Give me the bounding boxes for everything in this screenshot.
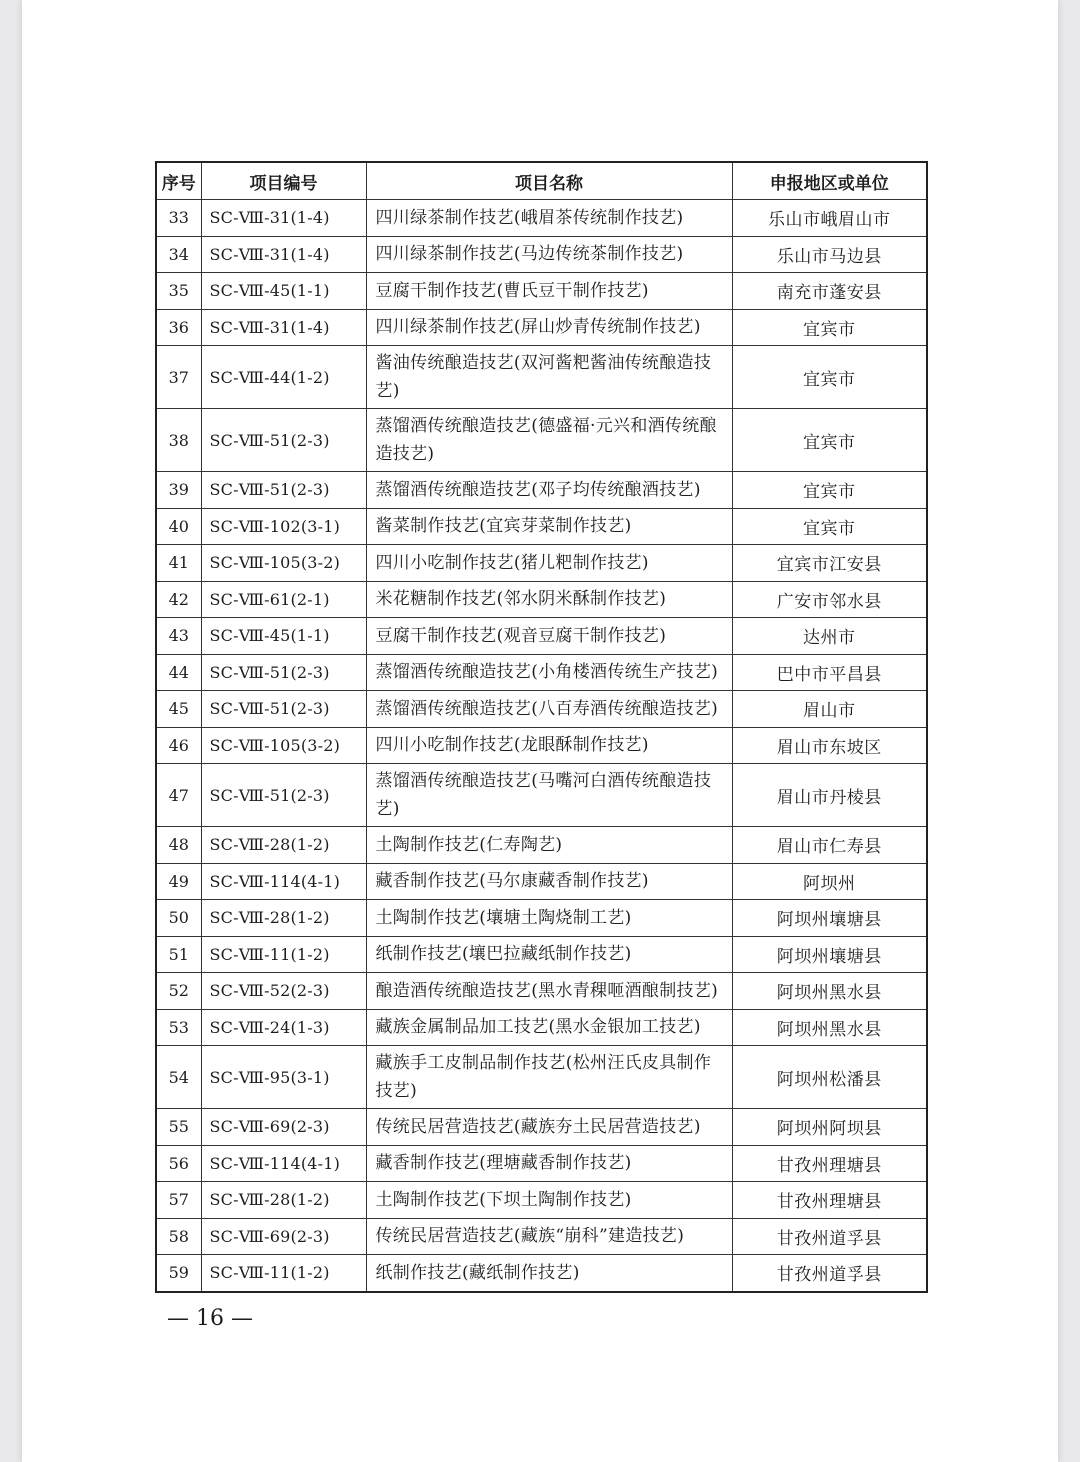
- table-row: [156, 654, 927, 691]
- cell-project-name: 藏香制作技艺(理塘藏香制作技艺): [366, 1145, 732, 1182]
- cell-serial-number: 33: [156, 200, 201, 237]
- cell-serial-number: 51: [156, 936, 201, 973]
- table-row: [156, 1109, 927, 1146]
- table-row: [156, 346, 927, 409]
- table-row: [156, 1046, 927, 1109]
- cell-project-name: 藏香制作技艺(马尔康藏香制作技艺): [366, 863, 732, 900]
- cell-region: 阿坝州壤塘县: [732, 936, 927, 973]
- cell-region: 甘孜州道孚县: [732, 1255, 927, 1292]
- cell-project-code: SC-Ⅷ-44(1-2): [201, 346, 366, 409]
- cell-region: 阿坝州黑水县: [732, 973, 927, 1010]
- cell-serial-number: 36: [156, 309, 201, 346]
- cell-region: 达州市: [732, 618, 927, 655]
- cell-project-code: SC-Ⅷ-51(2-3): [201, 409, 366, 472]
- cell-region: 宜宾市: [732, 309, 927, 346]
- cell-project-code: SC-Ⅷ-61(2-1): [201, 581, 366, 618]
- cell-project-code: SC-Ⅷ-45(1-1): [201, 618, 366, 655]
- cell-serial-number: 38: [156, 409, 201, 472]
- cell-region: 南充市蓬安县: [732, 273, 927, 310]
- cell-serial-number: 55: [156, 1109, 201, 1146]
- cell-project-name: 蒸馏酒传统酿造技艺(德盛福·元兴和酒传统酿造技艺): [366, 409, 732, 472]
- cell-region: 眉山市: [732, 691, 927, 728]
- cell-project-name: 酱油传统酿造技艺(双河酱粑酱油传统酿造技艺): [366, 346, 732, 409]
- page-number: — 16 —: [167, 1306, 253, 1331]
- cell-serial-number: 42: [156, 581, 201, 618]
- cell-region: 眉山市丹棱县: [732, 764, 927, 827]
- cell-region: 宜宾市: [732, 508, 927, 545]
- cell-project-name: 藏族金属制品加工技艺(黑水金银加工技艺): [366, 1009, 732, 1046]
- cell-project-name: 四川绿茶制作技艺(屏山炒青传统制作技艺): [366, 309, 732, 346]
- document-page: [22, 0, 1058, 1462]
- cell-serial-number: 49: [156, 863, 201, 900]
- table-row: [156, 936, 927, 973]
- cell-region: 眉山市仁寿县: [732, 827, 927, 864]
- cell-project-name: 纸制作技艺(藏纸制作技艺): [366, 1255, 732, 1292]
- cell-project-name: 蒸馏酒传统酿造技艺(马嘴河白酒传统酿造技艺): [366, 764, 732, 827]
- cell-project-code: SC-Ⅷ-45(1-1): [201, 273, 366, 310]
- cell-serial-number: 52: [156, 973, 201, 1010]
- cell-project-name: 蒸馏酒传统酿造技艺(小角楼酒传统生产技艺): [366, 654, 732, 691]
- cell-project-code: SC-Ⅷ-31(1-4): [201, 309, 366, 346]
- cell-region: 宜宾市: [732, 346, 927, 409]
- cell-project-name: 蒸馏酒传统酿造技艺(八百寿酒传统酿造技艺): [366, 691, 732, 728]
- heritage-project-table: [155, 161, 928, 1293]
- cell-region: 甘孜州道孚县: [732, 1218, 927, 1255]
- cell-region: 阿坝州阿坝县: [732, 1109, 927, 1146]
- cell-project-name: 酱菜制作技艺(宜宾芽菜制作技艺): [366, 508, 732, 545]
- table-row: [156, 309, 927, 346]
- cell-serial-number: 47: [156, 764, 201, 827]
- cell-project-code: SC-Ⅷ-105(3-2): [201, 545, 366, 582]
- cell-region: 甘孜州理塘县: [732, 1182, 927, 1219]
- cell-project-code: SC-Ⅷ-51(2-3): [201, 472, 366, 509]
- cell-project-name: 土陶制作技艺(壤塘土陶烧制工艺): [366, 900, 732, 937]
- table-row: [156, 545, 927, 582]
- table-row: [156, 273, 927, 310]
- cell-project-name: 土陶制作技艺(下坝土陶制作技艺): [366, 1182, 732, 1219]
- cell-project-code: SC-Ⅷ-114(4-1): [201, 1145, 366, 1182]
- cell-region: 广安市邻水县: [732, 581, 927, 618]
- table-row: [156, 1255, 927, 1292]
- cell-project-code: SC-Ⅷ-52(2-3): [201, 973, 366, 1010]
- table-row: [156, 827, 927, 864]
- cell-project-code: SC-Ⅷ-28(1-2): [201, 900, 366, 937]
- table-row: [156, 472, 927, 509]
- table-row: [156, 508, 927, 545]
- cell-serial-number: 45: [156, 691, 201, 728]
- cell-serial-number: 54: [156, 1046, 201, 1109]
- cell-project-code: SC-Ⅷ-95(3-1): [201, 1046, 366, 1109]
- table-row: [156, 863, 927, 900]
- table-row: [156, 1009, 927, 1046]
- table-row: [156, 727, 927, 764]
- cell-serial-number: 58: [156, 1218, 201, 1255]
- cell-region: 巴中市平昌县: [732, 654, 927, 691]
- cell-project-name: 豆腐干制作技艺(曹氏豆干制作技艺): [366, 273, 732, 310]
- header-project-code: 项目编号: [201, 162, 366, 200]
- cell-region: 乐山市马边县: [732, 236, 927, 273]
- cell-project-code: SC-Ⅷ-11(1-2): [201, 1255, 366, 1292]
- cell-project-name: 传统民居营造技艺(藏族“崩科”建造技艺): [366, 1218, 732, 1255]
- cell-project-code: SC-Ⅷ-24(1-3): [201, 1009, 366, 1046]
- cell-serial-number: 37: [156, 346, 201, 409]
- cell-serial-number: 41: [156, 545, 201, 582]
- cell-serial-number: 35: [156, 273, 201, 310]
- cell-project-name: 米花糖制作技艺(邻水阴米酥制作技艺): [366, 581, 732, 618]
- cell-serial-number: 50: [156, 900, 201, 937]
- cell-region: 阿坝州松潘县: [732, 1046, 927, 1109]
- cell-serial-number: 56: [156, 1145, 201, 1182]
- cell-region: 乐山市峨眉山市: [732, 200, 927, 237]
- table-row: [156, 691, 927, 728]
- cell-region: 宜宾市: [732, 409, 927, 472]
- cell-project-code: SC-Ⅷ-105(3-2): [201, 727, 366, 764]
- cell-project-code: SC-Ⅷ-51(2-3): [201, 764, 366, 827]
- table-row: [156, 618, 927, 655]
- cell-project-code: SC-Ⅷ-51(2-3): [201, 691, 366, 728]
- cell-project-code: SC-Ⅷ-28(1-2): [201, 827, 366, 864]
- cell-region: 阿坝州黑水县: [732, 1009, 927, 1046]
- cell-project-code: SC-Ⅷ-102(3-1): [201, 508, 366, 545]
- cell-project-code: SC-Ⅷ-69(2-3): [201, 1218, 366, 1255]
- table-row: [156, 200, 927, 237]
- cell-project-code: SC-Ⅷ-11(1-2): [201, 936, 366, 973]
- table-row: [156, 581, 927, 618]
- cell-serial-number: 40: [156, 508, 201, 545]
- cell-project-name: 藏族手工皮制品制作技艺(松州汪氏皮具制作技艺): [366, 1046, 732, 1109]
- header-project-name: 项目名称: [366, 162, 732, 200]
- cell-serial-number: 59: [156, 1255, 201, 1292]
- cell-region: 甘孜州理塘县: [732, 1145, 927, 1182]
- table-header-row: [156, 162, 927, 200]
- table-row: [156, 1218, 927, 1255]
- cell-project-name: 酿造酒传统酿造技艺(黑水青稞咂酒酿制技艺): [366, 973, 732, 1010]
- cell-project-name: 四川小吃制作技艺(龙眼酥制作技艺): [366, 727, 732, 764]
- cell-region: 阿坝州: [732, 863, 927, 900]
- cell-project-name: 蒸馏酒传统酿造技艺(邓子均传统酿酒技艺): [366, 472, 732, 509]
- cell-serial-number: 48: [156, 827, 201, 864]
- cell-project-name: 纸制作技艺(壤巴拉藏纸制作技艺): [366, 936, 732, 973]
- cell-serial-number: 39: [156, 472, 201, 509]
- table-row: [156, 900, 927, 937]
- cell-region: 宜宾市江安县: [732, 545, 927, 582]
- cell-project-code: SC-Ⅷ-28(1-2): [201, 1182, 366, 1219]
- header-serial-number: 序号: [156, 162, 201, 200]
- cell-serial-number: 53: [156, 1009, 201, 1046]
- table-row: [156, 1145, 927, 1182]
- cell-region: 宜宾市: [732, 472, 927, 509]
- table-row: [156, 973, 927, 1010]
- cell-project-code: SC-Ⅷ-114(4-1): [201, 863, 366, 900]
- cell-region: 阿坝州壤塘县: [732, 900, 927, 937]
- cell-project-code: SC-Ⅷ-51(2-3): [201, 654, 366, 691]
- cell-project-name: 四川绿茶制作技艺(马边传统茶制作技艺): [366, 236, 732, 273]
- cell-project-name: 土陶制作技艺(仁寿陶艺): [366, 827, 732, 864]
- cell-serial-number: 46: [156, 727, 201, 764]
- table-row: [156, 1182, 927, 1219]
- table-row: [156, 236, 927, 273]
- cell-serial-number: 57: [156, 1182, 201, 1219]
- table-row: [156, 764, 927, 827]
- cell-project-code: SC-Ⅷ-69(2-3): [201, 1109, 366, 1146]
- table-body: [156, 200, 927, 1292]
- cell-project-name: 传统民居营造技艺(藏族夯土民居营造技艺): [366, 1109, 732, 1146]
- cell-project-name: 四川小吃制作技艺(猪儿粑制作技艺): [366, 545, 732, 582]
- cell-serial-number: 34: [156, 236, 201, 273]
- cell-serial-number: 44: [156, 654, 201, 691]
- cell-region: 眉山市东坡区: [732, 727, 927, 764]
- cell-serial-number: 43: [156, 618, 201, 655]
- cell-project-code: SC-Ⅷ-31(1-4): [201, 200, 366, 237]
- cell-project-code: SC-Ⅷ-31(1-4): [201, 236, 366, 273]
- cell-project-name: 四川绿茶制作技艺(峨眉茶传统制作技艺): [366, 200, 732, 237]
- cell-project-name: 豆腐干制作技艺(观音豆腐干制作技艺): [366, 618, 732, 655]
- header-region-or-unit: 申报地区或单位: [732, 162, 927, 200]
- table-row: [156, 409, 927, 472]
